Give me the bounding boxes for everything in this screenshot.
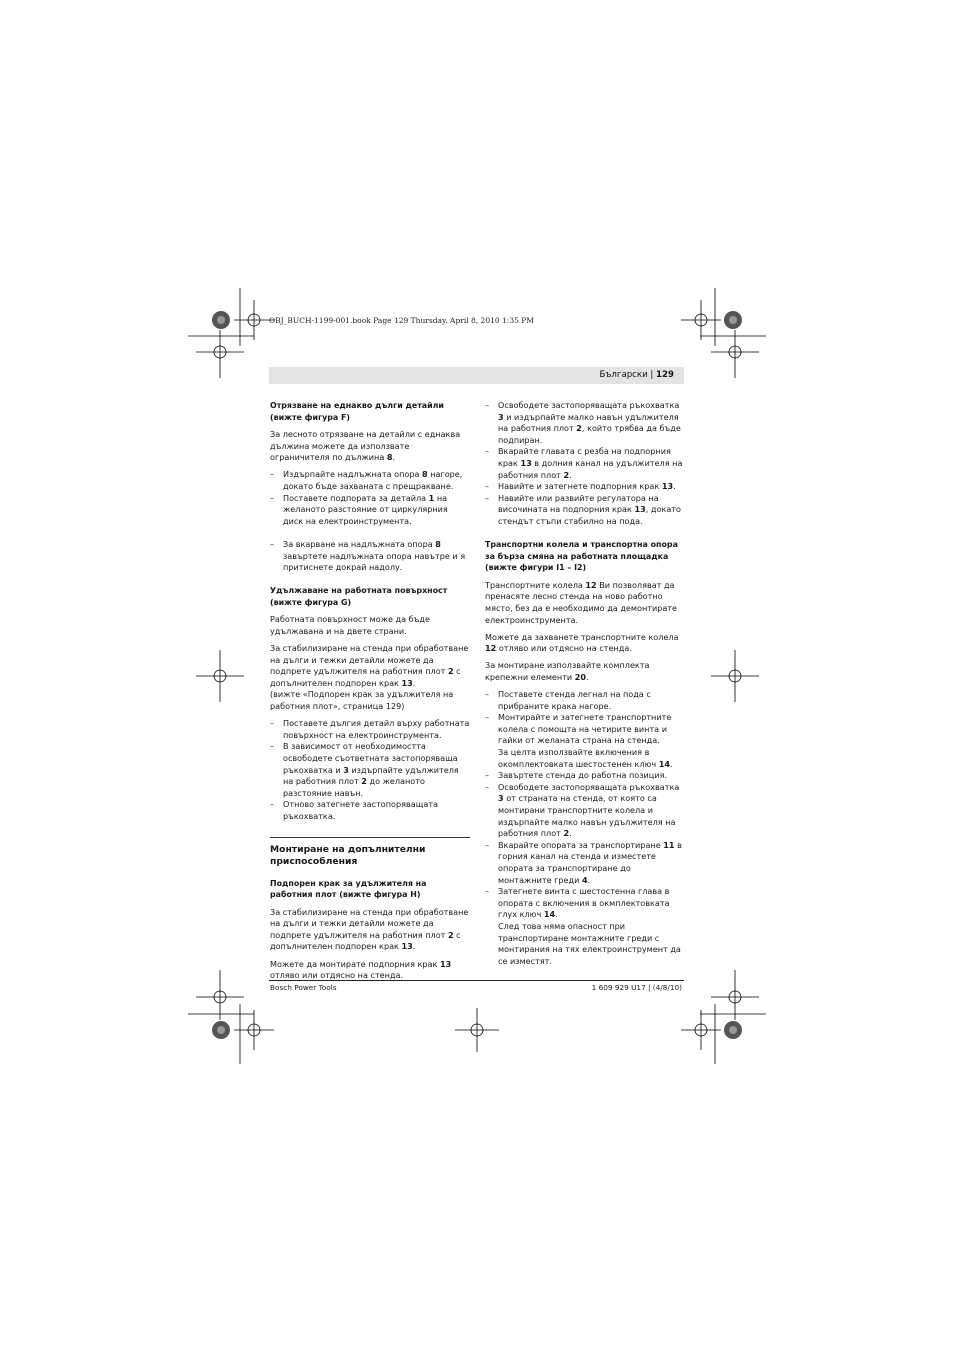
list [485, 689, 685, 967]
list-item: – Навийте и затегнете подпорния крак 13. [485, 481, 685, 493]
footer-doc-code: 1 609 929 U17 | (4/8/10) [591, 983, 682, 992]
page-header [269, 367, 684, 384]
paragraph: Работната повърхност може да бъде удължавана и на двете страни. [270, 614, 430, 636]
page-number: 129 [656, 370, 674, 380]
list-item: – Монтирайте и затегнете транспортните колела с помощта на четирите винта и гайки от желаната страна на стенда. За целта използвайте включения в окомплектовката шестостенен ключ 14. [485, 712, 685, 770]
paragraph: За монтиране използвайте комплекта крепежни елементи 20. [485, 660, 650, 682]
list-item: – Освободете застопоряващата ръкохватка 3 и издърпайте малко навън удължителя на работния плот 2, който трябва да бъде подпиран. [485, 400, 685, 446]
header-language: Български [599, 370, 648, 380]
list-item: – За вкарване на надлъжната опора 8 завъртете надлъжната опора навътре и я притиснете докрай надолу. [270, 539, 470, 574]
footer-divider [269, 980, 684, 981]
print-slug: OBJ_BUCH-1199-001.book Page 129 Thursday, April 8, 2010 1:35 PM [269, 316, 534, 325]
section-divider [270, 837, 470, 838]
paragraph: (вижте «Подпорен крак за удължителя на работния плот», страница 129) [270, 689, 454, 712]
section-title-extension: Удължаване на работната повърхност (вижте фигура G) [270, 586, 448, 607]
section-heading: Монтиране на допълнителни приспособления [270, 843, 426, 867]
paragraph: За стабилизиране на стенда при обработване на дълги и тежки детайли можете да подпрете удължителя на работния плот 2 с допълнителен подпорен крак 13. [270, 643, 469, 688]
section-title-transport: Транспортни колела и транспортна опора за бърза смяна на работната площадка (вижте фигури I1 – I2) [485, 540, 678, 573]
list-item: – Вкарайте опората за транспортиране 11 в горния канал на стенда и изместете опората за транспортиране до монтажните греди 4. [485, 840, 685, 886]
paragraph: Можете да монтирате подпорния крак 13 отляво или отдясно на стенда. [270, 958, 452, 981]
list-item: – Навийте или развийте регулатора на височината на подпорния крак 13, докато стендът стъпи стабилно на пода. [485, 493, 685, 528]
list-item: – Отново затегнете застопоряващата ръкохватка. [270, 799, 470, 822]
right-column [485, 400, 685, 973]
footer-brand: Bosch Power Tools [270, 983, 337, 992]
list-item: – Затегнете винта с шестостенна глава в опората с включения в окмплектовката глух ключ 14. [485, 886, 685, 921]
list [270, 539, 470, 574]
paragraph: Транспортните колела 12 Ви позволяват да пренасяте лесно стенда на ново работно място, без да е необходимо да демонтирате електроинструмента. [485, 579, 678, 625]
list-item: – Поставете стенда легнал на пода с прибраните крака нагоре. [485, 689, 685, 712]
list-item: – Завъртете стенда до работна позиция. [485, 770, 685, 782]
paragraph: Можете да захванете транспортните колела 12 отляво или отдясно на стенда. [485, 631, 679, 654]
list-item: – В зависимост от необходимостта освободете съответната застопоряваща ръкохватка и 3 издърпайте удължителя на работния плот 2 до желаното разстояние навън. [270, 741, 470, 799]
list-item: След това няма опасност при транспортиране монтажните греди с монтирания на тях електроинструмент да се изместят. [498, 920, 681, 966]
list-item: – Издърпайте надлъжната опора 8 нагоре, докато бъде захваната с прещракване. [270, 469, 470, 492]
header-text [599, 370, 674, 380]
list-item: – Вкарайте главата с резба на подпорния крак 13 в долния канал на удължителя на работния плот 2. [485, 446, 685, 481]
paragraph: За лесното отрязване на детайли с еднаква дължина можете да използвате ограничителя по дължина 8. [270, 429, 461, 463]
list [485, 400, 685, 528]
section-title-cut: Отрязване на еднакво дълги детайли (вижте фигура F) [270, 401, 444, 422]
header-separator: | [650, 370, 654, 380]
list [270, 469, 470, 527]
list-item: – Освободете застопоряващата ръкохватка 3 от страната на стенда, от която са монтирани транспортните колела и издърпайте малко навън удължителя на работния плот 2. [485, 782, 685, 840]
list [270, 718, 470, 822]
list-item: – Поставете дългия детайл върху работната повърхност на електроинструмента. [270, 718, 470, 741]
left-column [270, 400, 470, 987]
paragraph: За стабилизиране на стенда при обработване на дълги и тежки детайли можете да подпрете удължителя на работния плот 2 с допълнителен подпорен крак 13. [270, 906, 469, 952]
list-item: – Поставете подпората за детайла 1 на желаното разстояние от циркулярния диск на електроинструмента. [270, 493, 470, 528]
section-title-support-leg: Подпорен крак за удължителя на работния плот (вижте фигура H) [270, 878, 427, 900]
